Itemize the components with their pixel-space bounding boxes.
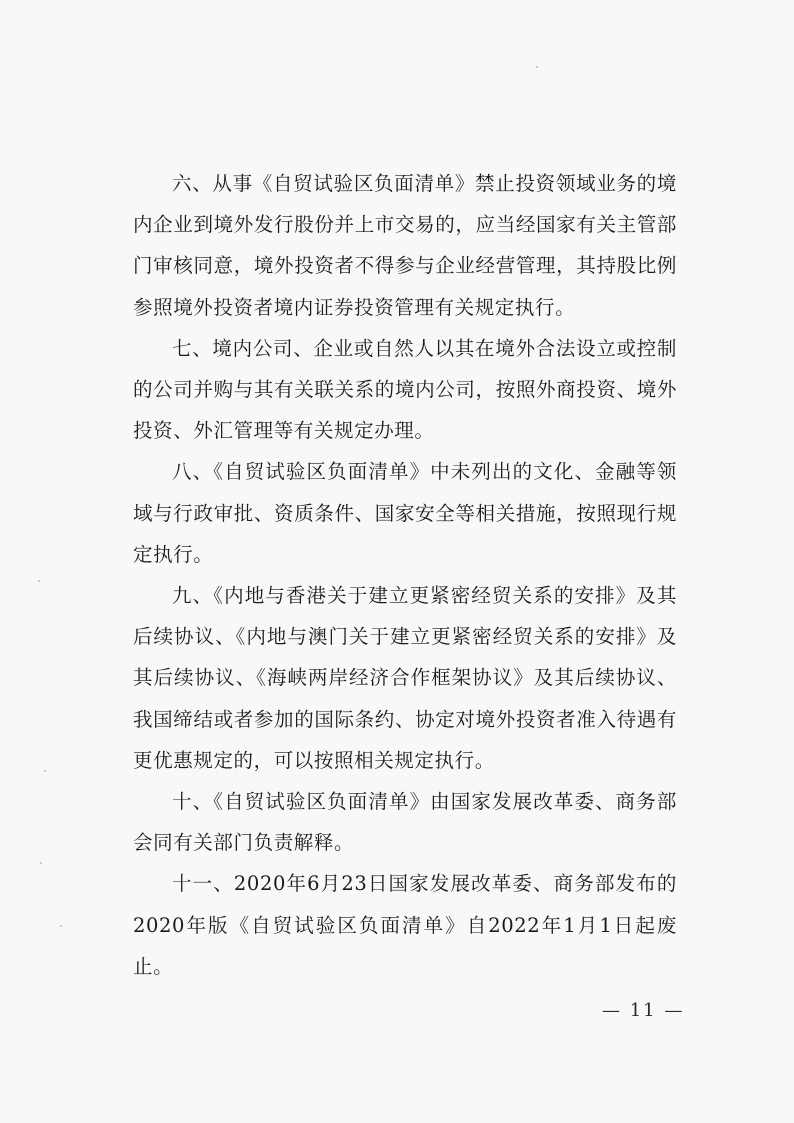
scan-speck [536, 66, 538, 68]
paragraph-ten: 十、《自贸试验区负面清单》由国家发展改革委、商务部会同有关部门负责解释。 [133, 790, 677, 855]
scan-speck [40, 862, 42, 864]
page-number: — 11 — [602, 1000, 685, 1021]
scan-speck [44, 770, 46, 772]
paragraph-eight: 八、《自贸试验区负面清单》中未列出的文化、金融等领域与行政审批、资质条件、国家安全等相关措施，按照现行规定执行。 [133, 460, 677, 566]
paragraph-six: 六、从事《自贸试验区负面清单》禁止投资领域业务的境内企业到境外发行股份并上市交易的，应当经国家有关主管部门审核同意，境外投资者不得参与企业经营管理，其持股比例参照境外投资者境内证券投资管理有关规定执行。 [133, 172, 677, 319]
document-body [133, 163, 677, 987]
paragraph-seven: 七、境内公司、企业或自然人以其在境外合法设立或控制的公司并购与其有关联关系的境内公司，按照外商投资、境外投资、外汇管理等有关规定办理。 [133, 336, 677, 443]
paragraph-eleven: 十一、2020年6月23日国家发展改革委、商务部发布的2020年版《自贸试验区负面清单》自2022年1月1日起废止。 [133, 872, 677, 978]
paragraph-nine: 九、《内地与香港关于建立更紧密经贸关系的安排》及其后续协议、《内地与澳门关于建立更紧密经贸关系的安排》及其后续协议、《海峡两岸经济合作框架协议》及其后续协议、我国缔结或者参加的国际条约、协定对境外投资者准入待遇有更优惠规定的，可以按照相关规定执行。 [133, 584, 677, 772]
scan-speck [38, 580, 40, 582]
scan-speck [60, 925, 62, 927]
